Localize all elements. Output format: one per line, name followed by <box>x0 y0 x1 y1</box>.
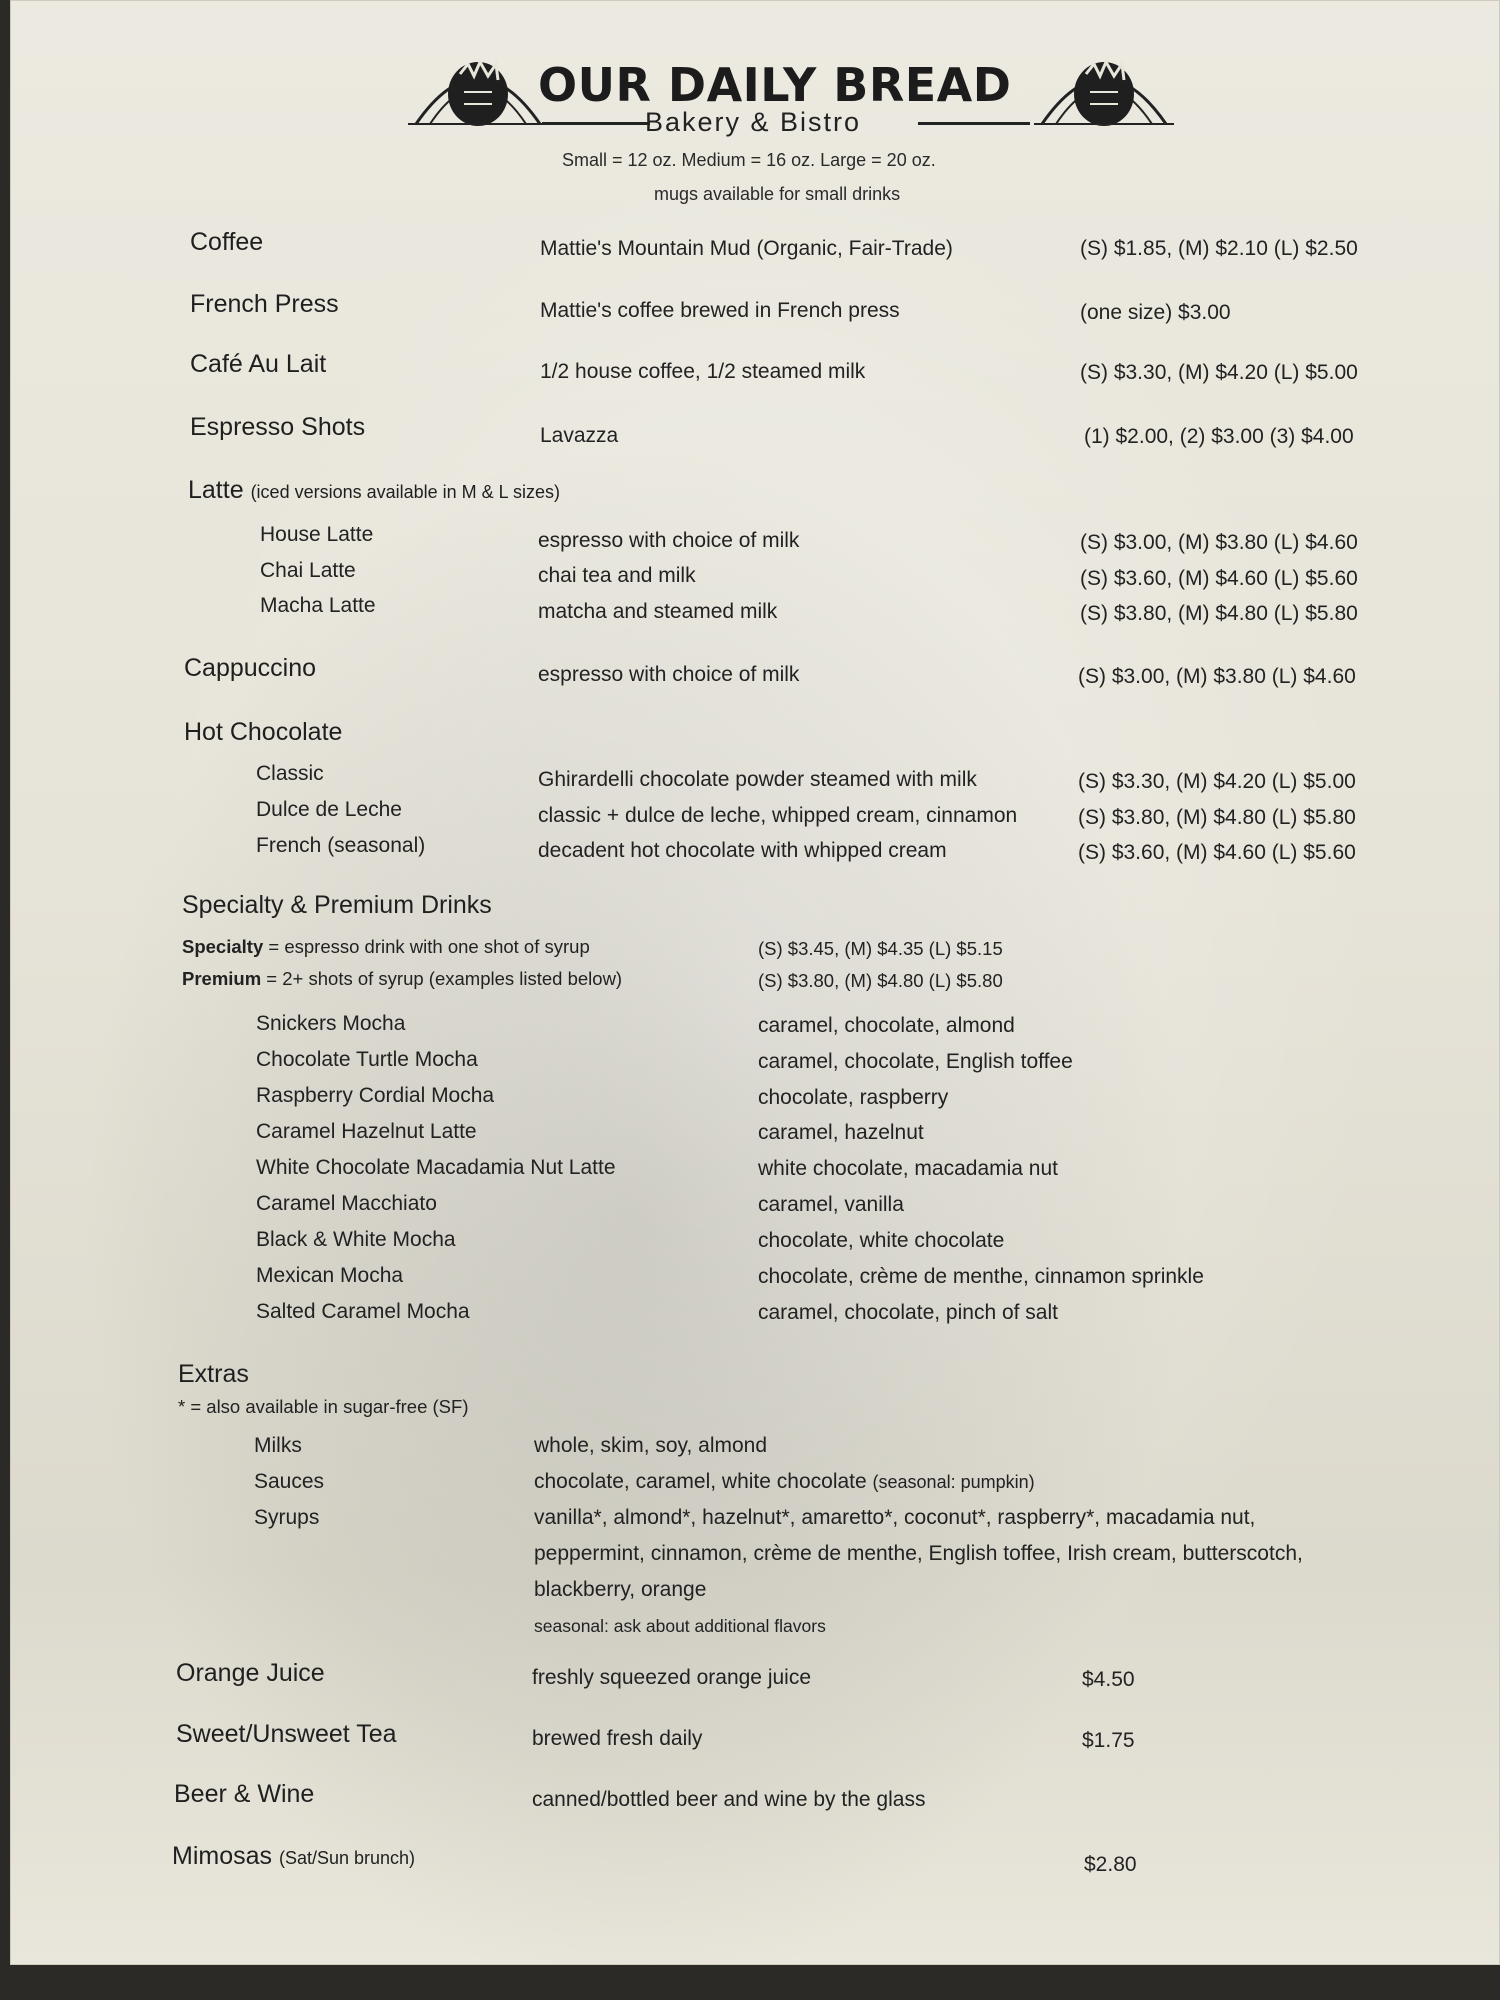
sauces-seasonal: (seasonal: pumpkin) <box>872 1472 1035 1492</box>
specialty-item-desc: chocolate, crème de menthe, cinnamon sprinkle <box>758 1265 1204 1288</box>
page-title: OUR DAILY BREAD <box>538 58 1012 112</box>
sauces-options <box>534 1470 1035 1494</box>
coffee-desc: Mattie's Mountain Mud (Organic, Fair-Trade) <box>540 237 953 260</box>
house-latte-price: (S) $3.00, (M) $3.80 (L) $4.60 <box>1080 531 1358 554</box>
cappuccino-price: (S) $3.00, (M) $3.80 (L) $4.60 <box>1078 665 1356 688</box>
specialty-definition <box>182 936 590 958</box>
tea-name: Sweet/Unsweet Tea <box>176 1720 397 1748</box>
extras-heading: Extras <box>178 1360 249 1388</box>
title-rule-left <box>542 122 650 125</box>
dulce-desc: classic + dulce de leche, whipped cream, cinnamon <box>538 804 1018 827</box>
specialty-item-desc: caramel, chocolate, almond <box>758 1014 1015 1037</box>
specialty-item-name: Caramel Hazelnut Latte <box>256 1120 477 1143</box>
macha-latte-desc: matcha and steamed milk <box>538 600 778 623</box>
espresso-price: (1) $2.00, (2) $3.00 (3) $4.00 <box>1084 425 1354 448</box>
extras-note: * = also available in sugar-free (SF) <box>178 1396 469 1417</box>
cafe-au-lait-desc: 1/2 house coffee, 1/2 steamed milk <box>540 360 866 383</box>
wheat-logo-left-icon <box>408 44 548 128</box>
syrups-line-1: vanilla*, almond*, hazelnut*, amaretto*, coconut*, raspberry*, macadamia nut, <box>534 1506 1256 1529</box>
premium-label: Premium <box>182 968 262 989</box>
coffee-price: (S) $1.85, (M) $2.10 (L) $2.50 <box>1080 237 1358 260</box>
specialty-def-text: = espresso drink with one shot of syrup <box>263 936 590 957</box>
specialty-item-name: Mexican Mocha <box>256 1264 404 1287</box>
specialty-heading: Specialty & Premium Drinks <box>182 891 492 919</box>
mimosas-price: $2.80 <box>1084 1853 1137 1876</box>
page-subtitle: Bakery & Bistro <box>645 107 862 137</box>
hot-chocolate-name: Hot Chocolate <box>184 718 343 746</box>
classic-name: Classic <box>256 762 324 785</box>
milks-options: whole, skim, soy, almond <box>534 1434 768 1457</box>
specialty-item-desc: white chocolate, macadamia nut <box>758 1157 1058 1180</box>
espresso-desc: Lavazza <box>540 424 619 447</box>
house-latte-desc: espresso with choice of milk <box>538 529 800 552</box>
mimosas-note: (Sat/Sun brunch) <box>278 1848 416 1868</box>
specialty-item-desc: caramel, chocolate, English toffee <box>758 1050 1073 1073</box>
syrups-line-2: peppermint, cinnamon, crème de menthe, English toffee, Irish cream, butterscotch, <box>534 1542 1303 1565</box>
house-latte-name: House Latte <box>260 523 374 546</box>
classic-price: (S) $3.30, (M) $4.20 (L) $5.00 <box>1078 770 1356 793</box>
dulce-name: Dulce de Leche <box>256 798 402 821</box>
latte-name <box>188 476 560 505</box>
beer-wine-name: Beer & Wine <box>174 1780 315 1808</box>
premium-def-text: = 2+ shots of syrup (examples listed below) <box>261 968 623 989</box>
cappuccino-name: Cappuccino <box>184 654 317 682</box>
milks-label: Milks <box>254 1434 302 1457</box>
french-press-name: French Press <box>190 290 339 318</box>
specialty-item-name: Chocolate Turtle Mocha <box>256 1048 478 1071</box>
specialty-item-name: Salted Caramel Mocha <box>256 1300 470 1323</box>
specialty-item-name: White Chocolate Macadamia Nut Latte <box>256 1156 616 1179</box>
french-press-desc: Mattie's coffee brewed in French press <box>540 299 900 322</box>
cappuccino-desc: espresso with choice of milk <box>538 663 800 686</box>
cafe-au-lait-name: Café Au Lait <box>190 350 327 378</box>
specialty-item-desc: caramel, chocolate, pinch of salt <box>758 1301 1058 1324</box>
sauces-text: chocolate, caramel, white chocolate <box>534 1470 867 1493</box>
espresso-name: Espresso Shots <box>190 413 366 441</box>
sauces-label: Sauces <box>254 1470 325 1493</box>
chai-latte-price: (S) $3.60, (M) $4.60 (L) $5.60 <box>1080 567 1358 590</box>
premium-definition <box>182 968 622 990</box>
chai-latte-name: Chai Latte <box>260 559 356 582</box>
french-hc-price: (S) $3.60, (M) $4.60 (L) $5.60 <box>1078 841 1356 864</box>
mimosas-name <box>172 1842 415 1871</box>
latte-note: (iced versions available in M & L sizes) <box>250 482 561 502</box>
specialty-item-name: Snickers Mocha <box>256 1012 406 1035</box>
syrups-seasonal: seasonal: ask about additional flavors <box>534 1616 826 1636</box>
tea-desc: brewed fresh daily <box>532 1727 703 1750</box>
syrups-line-3: blackberry, orange <box>534 1578 707 1601</box>
premium-price: (S) $3.80, (M) $4.80 (L) $5.80 <box>758 970 1003 991</box>
specialty-price: (S) $3.45, (M) $4.35 (L) $5.15 <box>758 938 1003 959</box>
specialty-item-desc: caramel, vanilla <box>758 1193 904 1216</box>
orange-juice-desc: freshly squeezed orange juice <box>532 1666 812 1689</box>
orange-juice-name: Orange Juice <box>176 1659 325 1687</box>
specialty-item-name: Black & White Mocha <box>256 1228 456 1251</box>
macha-latte-price: (S) $3.80, (M) $4.80 (L) $5.80 <box>1080 602 1358 625</box>
size-info: Small = 12 oz. Medium = 16 oz. Large = 20 oz. <box>562 150 936 170</box>
mugs-note: mugs available for small drinks <box>654 184 901 204</box>
orange-juice-price: $4.50 <box>1082 1668 1135 1691</box>
specialty-item-desc: chocolate, white chocolate <box>758 1229 1005 1252</box>
specialty-item-desc: caramel, hazelnut <box>758 1121 924 1144</box>
french-hc-name: French (seasonal) <box>256 834 426 857</box>
specialty-item-name: Caramel Macchiato <box>256 1192 437 1215</box>
classic-desc: Ghirardelli chocolate powder steamed with milk <box>538 768 977 791</box>
coffee-name: Coffee <box>190 228 264 256</box>
french-press-price: (one size) $3.00 <box>1080 301 1231 324</box>
specialty-item-desc: chocolate, raspberry <box>758 1086 949 1109</box>
menu-sheet <box>10 0 1500 1965</box>
dulce-price: (S) $3.80, (M) $4.80 (L) $5.80 <box>1078 806 1356 829</box>
latte-title: Latte <box>188 476 244 504</box>
tea-price: $1.75 <box>1082 1729 1135 1752</box>
chai-latte-desc: chai tea and milk <box>538 564 696 587</box>
beer-wine-desc: canned/bottled beer and wine by the glass <box>532 1788 926 1811</box>
title-rule-right <box>918 122 1030 125</box>
specialty-label: Specialty <box>182 936 264 957</box>
french-hc-desc: decadent hot chocolate with whipped cream <box>538 839 947 862</box>
specialty-item-name: Raspberry Cordial Mocha <box>256 1084 495 1107</box>
mimosas-title: Mimosas <box>172 1842 273 1870</box>
wheat-logo-right-icon <box>1034 44 1174 128</box>
macha-latte-name: Macha Latte <box>260 594 376 617</box>
syrups-label: Syrups <box>254 1506 320 1529</box>
cafe-au-lait-price: (S) $3.30, (M) $4.20 (L) $5.00 <box>1080 361 1358 384</box>
